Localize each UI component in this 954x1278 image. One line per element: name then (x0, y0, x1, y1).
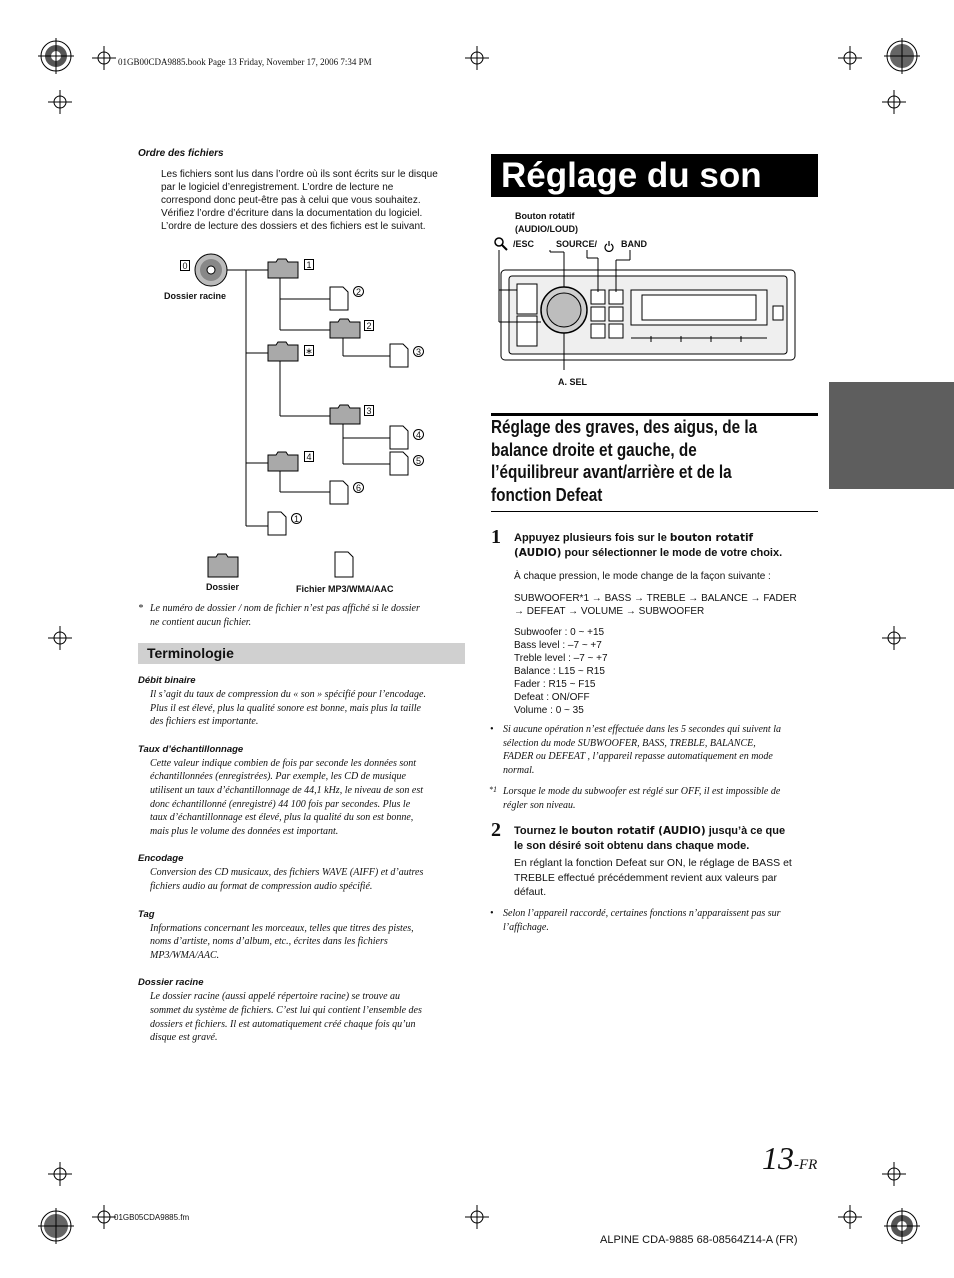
subheading-line: l’équilibreur avant/arrière et de la (491, 462, 732, 482)
tree-lines (160, 250, 460, 600)
crosshair-right-2 (882, 1162, 906, 1186)
bullet-line: Selon l’appareil raccordé, certaines fonctions n’apparaissent pas sur (503, 908, 781, 919)
step-1-number: 1 (491, 526, 501, 548)
footnote-mark: * (138, 603, 143, 614)
step-2-body-line: défaut. (514, 886, 547, 898)
term-title: Taux d’échantillonnage (138, 743, 244, 755)
step-1-post: pour sélectionner le mode de votre choix. (561, 547, 783, 559)
range-item: Fader : R15 ~ F15 (514, 679, 596, 690)
step-1-note: À chaque pression, le mode change de la façon suivante : (514, 571, 771, 582)
term-line: disque est gravé. (150, 1032, 218, 1044)
bullet-line: FADER ou DEFEAT , l’appareil repasse automatiquement en mode (503, 751, 773, 763)
step-2-body-line: En réglant la fonction Defeat sur ON, le réglage de BASS et (514, 857, 792, 869)
sequence-line: SUBWOOFER*1 → BASS → TREBLE → BALANCE → FADER (514, 593, 797, 604)
footnote-line: ne contient aucun fichier. (150, 616, 252, 628)
crosshair-top-1 (92, 46, 116, 70)
step-2-instruction (514, 824, 824, 854)
term-line: Il s’agit du taux de compression du « son » spécifié pour l’encodage. (150, 689, 426, 700)
step-2-body-line: TREBLE effectué précédemment revient aux valeurs par (514, 871, 778, 884)
range-item: Treble level : –7 ~ +7 (514, 653, 608, 664)
bullet-1-text (503, 723, 821, 777)
term-taux (138, 743, 468, 839)
term-title: Débit binaire (138, 675, 196, 686)
crosshair-right-mid (882, 626, 906, 650)
device-illustration (491, 210, 821, 400)
step-1-bold2: (AUDIO) (514, 547, 562, 559)
section-rule-bottom (491, 511, 818, 512)
step-2-number: 2 (491, 819, 501, 841)
term-line: Informations concernant les morceaux, telles que titres des pistes, (150, 922, 414, 934)
term-title: Encodage (138, 853, 184, 865)
term-line: dossiers et fichiers. Il est automatiquement créé chaque fois qu’un (150, 1018, 416, 1030)
file-number: 1 (291, 513, 302, 524)
term-line: donc échantillonné (enregistré) 44 100 fois par secondes. Plus le (150, 798, 411, 810)
term-line: des fichiers est importante. (150, 716, 259, 728)
crosshair-left-1 (48, 90, 72, 114)
rotary-label-1: Bouton rotatif (515, 211, 575, 221)
term-debit (138, 674, 468, 729)
term-line: sommet du système de fichiers. C’est lui qui contient l’ensemble des (150, 1004, 422, 1016)
registration-mark-top-right (884, 38, 920, 74)
step-2-bold: bouton rotatif (AUDIO) (571, 825, 706, 837)
ordre-line: correspond donc peut-être pas à celui que vous souhaitez. (161, 195, 421, 206)
term-line: Cette valeur indique combien de fois par seconde les données sont (150, 757, 417, 769)
step-2-post: jusqu’à ce que (705, 825, 786, 837)
term-line: Le dossier racine (aussi appelé répertoire racine) se trouve au (150, 991, 401, 1003)
step-1-bold: bouton rotatif (669, 532, 754, 544)
ordre-line: Les fichiers sont lus dans l’ordre où ils sont écrits sur le disque (161, 169, 438, 180)
cd-disc-icon (195, 254, 227, 286)
file-number: 5 (413, 455, 424, 466)
crosshair-bottom-2 (465, 1205, 489, 1229)
term-line: Plus il est élevé, plus la qualité sonore est bonne, mais plus la taille (150, 702, 421, 714)
footer-model: ALPINE CDA-9885 68-08564Z14-A (FR) (600, 1234, 798, 1246)
source-label: SOURCE/ (556, 239, 598, 249)
footnote-line: régler son niveau. (503, 799, 576, 811)
subheading (491, 416, 818, 506)
registration-mark-bottom-right (884, 1208, 920, 1244)
crosshair-left-2 (48, 1162, 72, 1186)
bullet-line: normal. (503, 764, 535, 776)
term-dossier-racine (138, 976, 468, 1044)
mode-sequence (514, 592, 824, 618)
legend-folder-label: Dossier (206, 582, 240, 592)
footer-file: 01GB05CDA9885.fm (114, 1213, 190, 1222)
file-number: 3 (413, 346, 424, 357)
step-2-pre: Tournez le (514, 825, 572, 837)
bullet-line: sélection du mode SUBWOOFER, BASS, TREBLE, BALANCE, (503, 737, 756, 749)
term-line: fichiers audio au format de compression audio spécifié. (150, 880, 373, 892)
page-number-value: 13 (762, 1140, 794, 1176)
bullet-dot: • (490, 724, 494, 735)
crosshair-right-1 (882, 90, 906, 114)
folder-number: 4 (304, 451, 314, 462)
footnote-1-mark: *1 (489, 785, 497, 794)
crosshair-left-mid (48, 626, 72, 650)
subheading-line: balance droite et gauche, de (491, 439, 697, 460)
folder-number: 1 (304, 259, 314, 270)
range-item: Balance : L15 ~ R15 (514, 666, 605, 677)
term-line: Conversion des CD musicaux, des fichiers WAVE (AIFF) et d’autres (150, 867, 424, 879)
terms-list (138, 674, 468, 1045)
file-number: 4 (413, 429, 424, 440)
file-number: 6 (353, 482, 364, 493)
bullet-line: l’affichage. (503, 921, 549, 933)
range-list (514, 626, 608, 717)
file-header: 01GB00CDA9885.book Page 13 Friday, November 17, 2006 7:34 PM (118, 57, 372, 67)
term-title: Tag (138, 908, 155, 920)
folder-number: ∗ (305, 346, 313, 356)
term-line: taux d’échantillonnage est élevé, plus la qualité du son est bonne, (150, 812, 414, 824)
term-line: noms d’artiste, noms d’album, etc., écrites dans les fichiers (150, 936, 388, 948)
footnote-1-text (503, 785, 821, 812)
asel-label: A. SEL (558, 377, 588, 387)
file-number: 2 (353, 286, 364, 297)
term-title: Dossier racine (138, 977, 204, 989)
ordre-line: L’ordre de lecture des dossiers et des fichiers est le suivant. (161, 221, 426, 232)
term-tag (138, 908, 468, 963)
step-2-line2: le son désiré soit obtenu dans chaque mode. (514, 840, 750, 852)
ordre-line: par le logiciel d’enregistrement. L’ordre de lecture ne (161, 182, 394, 193)
esc-label: /ESC (513, 239, 535, 249)
ordre-title: Ordre des fichiers (138, 148, 224, 159)
legend-file-label: Fichier MP3/WMA/AAC (296, 584, 394, 594)
bullet-dot: • (490, 908, 494, 919)
step-1-pre: Appuyez plusieurs fois sur le (514, 532, 670, 544)
term-line: utilisent un taux d’échantillonnage de 44,1 kHz, le niveau de son est (150, 784, 423, 796)
term-encodage (138, 852, 468, 893)
term-line: échantillonnées (enregistrées). Par exemple, les CD de musique (150, 771, 406, 783)
step-2-body (514, 856, 824, 900)
ordre-paragraph (161, 168, 466, 233)
folder-number: 3 (364, 405, 374, 416)
folder-tree-diagram (160, 250, 460, 600)
range-item: Defeat : ON/OFF (514, 692, 590, 703)
crosshair-top-3 (838, 46, 862, 70)
subheading-line: fonction Defeat (491, 484, 603, 505)
rotary-label-2: (AUDIO/LOUD) (515, 224, 578, 234)
crosshair-bottom-3 (838, 1205, 862, 1229)
bullet-line: Si aucune opération n’est effectuée dans les 5 secondes qui suivent la (503, 724, 781, 735)
head-unit-drawing (491, 250, 821, 375)
band-label: BAND (621, 239, 647, 249)
range-item: Bass level : –7 ~ +7 (514, 640, 602, 651)
root-number: 0 (180, 260, 190, 271)
term-line: mais plus le volume des données est important. (150, 825, 339, 837)
range-item: Volume : 0 ~ 35 (514, 705, 584, 716)
folder-number: 2 (364, 320, 374, 331)
range-item: Subwoofer : 0 ~ +15 (514, 627, 605, 638)
subheading-line: Réglage des graves, des aigus, de la (491, 417, 758, 437)
page-number (762, 1140, 817, 1177)
page-title: Réglage du son (491, 154, 818, 197)
step-1-instruction (514, 531, 824, 561)
terminologie-heading: Terminologie (138, 643, 465, 664)
footnote-text (150, 602, 470, 629)
root-label: Dossier racine (164, 291, 227, 301)
side-tab (829, 382, 954, 489)
crosshair-top-2 (465, 46, 489, 70)
page-suffix: -FR (794, 1157, 818, 1173)
bullet-2-text (503, 907, 821, 934)
crosshair-bottom-1 (92, 1205, 116, 1229)
registration-mark-top-left (38, 38, 74, 74)
footnote-line: Le numéro de dossier / nom de fichier n’est pas affiché si le dossier (150, 603, 420, 614)
term-line: MP3/WMA/AAC. (150, 949, 220, 961)
registration-mark-bottom-left (38, 1208, 74, 1244)
footnote-line: Lorsque le mode du subwoofer est réglé sur OFF, il est impossible de (503, 786, 781, 797)
ordre-line: Vérifiez l’ordre d’écriture dans la documentation du logiciel. (161, 208, 423, 219)
sequence-line: → DEFEAT → VOLUME → SUBWOOFER (514, 606, 705, 617)
